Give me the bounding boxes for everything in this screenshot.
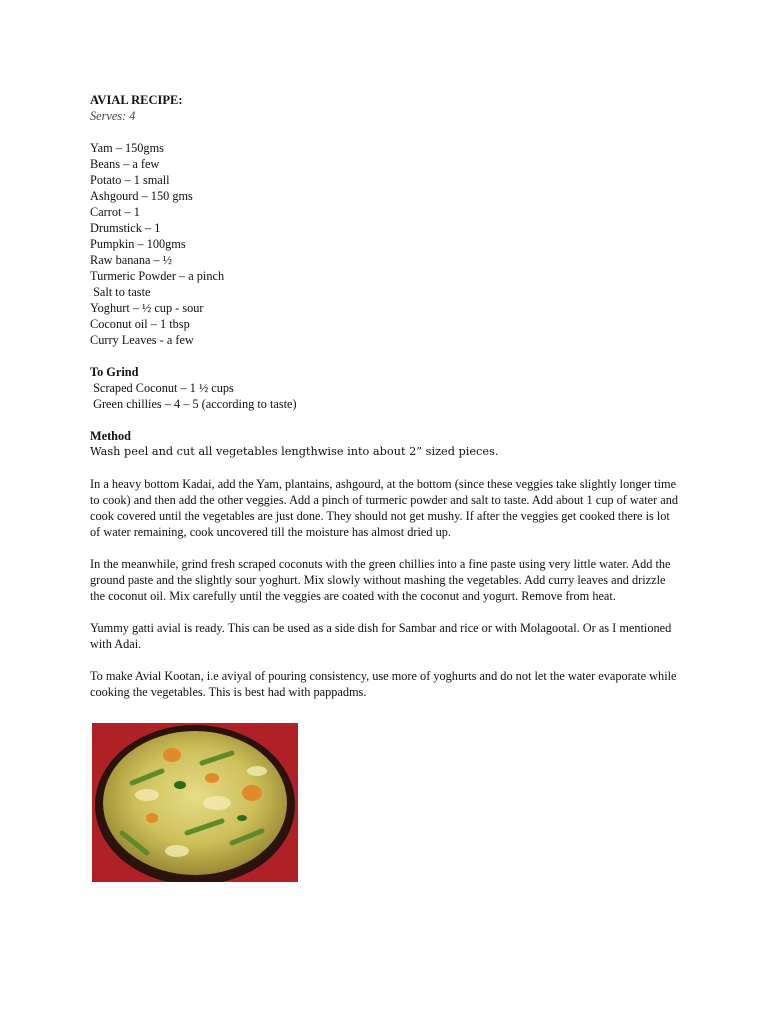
grind-list — [90, 380, 680, 412]
method-paragraph: In the meanwhile, grind fresh scraped coconuts with the green chillies into a fine paste using very little water. Add the ground paste and the slightly sour yoghurt. Mix slowly without mashing the vegetables. Add curry leaves and drizzle the coconut oil. Mix carefully until the veggies are coated with the coconut and yogurt. Remove from heat. — [90, 557, 671, 603]
ingredient-item: Carrot – 1 — [90, 205, 140, 219]
recipe-title: AVIAL RECIPE: — [90, 93, 183, 107]
avial-dish-photo — [92, 723, 298, 882]
ingredient-item: Beans – a few — [90, 157, 160, 171]
recipe-document — [90, 92, 680, 716]
ingredient-list — [90, 140, 680, 348]
ingredient-item: Raw banana – ½ — [90, 253, 172, 267]
method-heading: Method — [90, 429, 131, 443]
method-first-step: Wash peel and cut all vegetables lengthwise into about 2” sized pieces. — [90, 445, 499, 458]
ingredient-item: Salt to taste — [90, 285, 151, 299]
method-paragraph: Yummy gatti avial is ready. This can be used as a side dish for Sambar and rice or with Molagootal. Or as I mentioned with Adai. — [90, 621, 672, 651]
grind-item: Scraped Coconut – 1 ½ cups — [90, 381, 234, 395]
serves-line: Serves: 4 — [90, 109, 136, 123]
ingredient-item: Curry Leaves - a few — [90, 333, 194, 347]
method-paragraph: In a heavy bottom Kadai, add the Yam, plantains, ashgourd, at the bottom (since these veggies take slightly longer time to cook) and then add the other veggies. Add a pinch of turmeric powder and salt to taste. Add about 1 cup of water and cook covered until the vegetables are just done. They should not get mushy. If after the veggies get cooked there is lot of water remaining, cook uncovered till the moisture has almost dried up. — [90, 477, 679, 539]
method-paragraph: To make Avial Kootan, i.e aviyal of pouring consistency, use more of yoghurts and do not let the water evaporate while cooking the vegetables. This is best had with pappadms. — [90, 669, 677, 699]
ingredient-item: Potato – 1 small — [90, 173, 170, 187]
ingredient-item: Pumpkin – 100gms — [90, 237, 186, 251]
ingredient-item: Coconut oil – 1 tbsp — [90, 317, 190, 331]
ingredient-item: Yam – 150gms — [90, 141, 164, 155]
grind-heading: To Grind — [90, 365, 139, 379]
grind-item: Green chillies – 4 – 5 (according to taste) — [90, 397, 297, 411]
ingredient-item: Turmeric Powder – a pinch — [90, 269, 225, 283]
ingredient-item: Ashgourd – 150 gms — [90, 189, 193, 203]
ingredient-item: Yoghurt – ½ cup - sour — [90, 301, 204, 315]
ingredient-item: Drumstick – 1 — [90, 221, 161, 235]
